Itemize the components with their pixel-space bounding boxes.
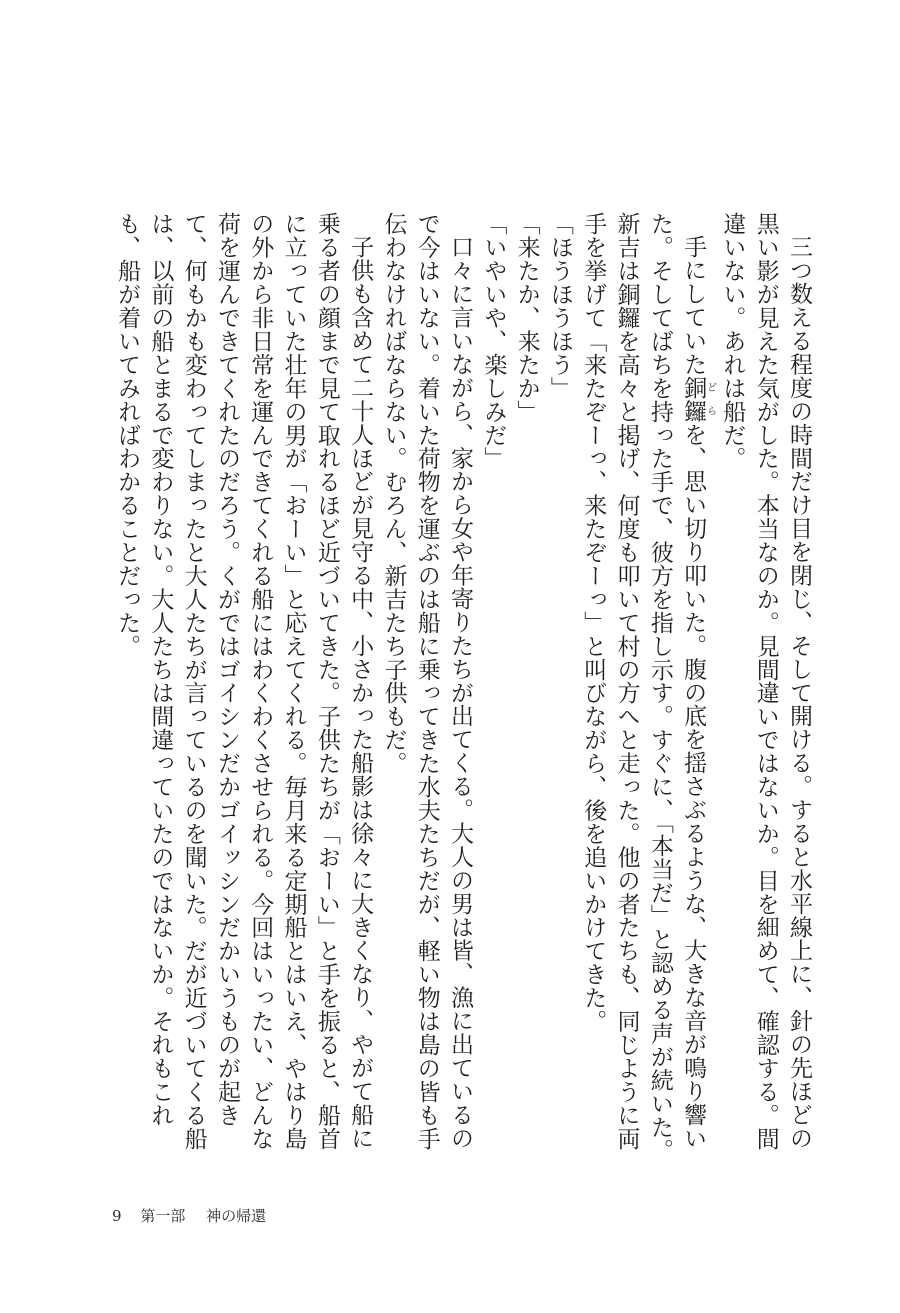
paragraph-2-after: を、思い切り叩いた。腹の底を揺さぶるような、大きな音が鳴り響いた。そしてばちを持った手で、彼方を指し示す。すぐに、「本当だ」と認める声が続いた。新吉は銅鑼を高々と掲げ、何度も叩いて村の方へと走った。他の者たちも、同じように両手を挙げて「来たぞーっ、来たぞーっ」と叫びながら、後を追いかけてきた。 [580,212,707,1162]
ruby-word-dora [680,375,716,423]
page-footer [112,1205,266,1226]
paragraph-1: 三つ数える程度の時間だけ目を閉じ、そして開ける。すると水平線上に、針の先ほどの黒い影が見えた気がした。本当なのか。見間違いではないか。目を細めて、確認する。間違いない。あれは船だ。 [719,212,812,1150]
chapter-title: 神の帰還 [206,1207,267,1225]
page-number: 9 [112,1207,122,1225]
part-label: 第一部 [140,1207,186,1225]
dialogue-line-2: 「来たか、来たか」 [513,212,540,424]
paragraph-3: 口々に言いながら、家から女や年寄りたちが出てくる。大人の男は皆、漁に出ているので今はいない。着いた荷物を運ぶのは船に乗ってきた水夫たちだが、軽い物は島の皆も手伝わなければならない。むろん、新吉たち子供もだ。 [380,212,474,1151]
paragraph-4: 子供も含めて二十人ほどが見守る中、小さかった船影は徐々に大きくなり、やがて船に乗る者の顔まで見て取れるほど近づいてきた。子供たちが「おーい」と手を振ると、船首に立っていた壮年の男が「おーい」と応えてくれる。毎月来る定期船とはいえ、やはり島の外から非日常を運んできてくれる船にはわくわくさせられる。今回はいったい、どんな荷を運んできてくれたのだろう。くがではゴイシンだかゴイッシンだかいうものが起きて、何もかも変わってしまったと大人たちが言っているのを聞いた。だが近づいてくる船は、以前の船とまるで変わりない。大人たちは間違っていたのではないか。それもこれも、船が着いてみればわかることだった。 [114,212,374,1150]
ruby-reading: どら [704,375,716,423]
paragraph-2-before: 手にしていた [680,235,707,376]
dialogue-line-1: 「ほうほうほう」 [546,212,573,400]
vertical-text-body [110,212,815,1172]
ruby-base: 銅鑼 [680,375,707,423]
paragraph-2 [576,212,715,1172]
dialogue-line-3: 「いやいや、楽しみだ」 [480,212,507,470]
